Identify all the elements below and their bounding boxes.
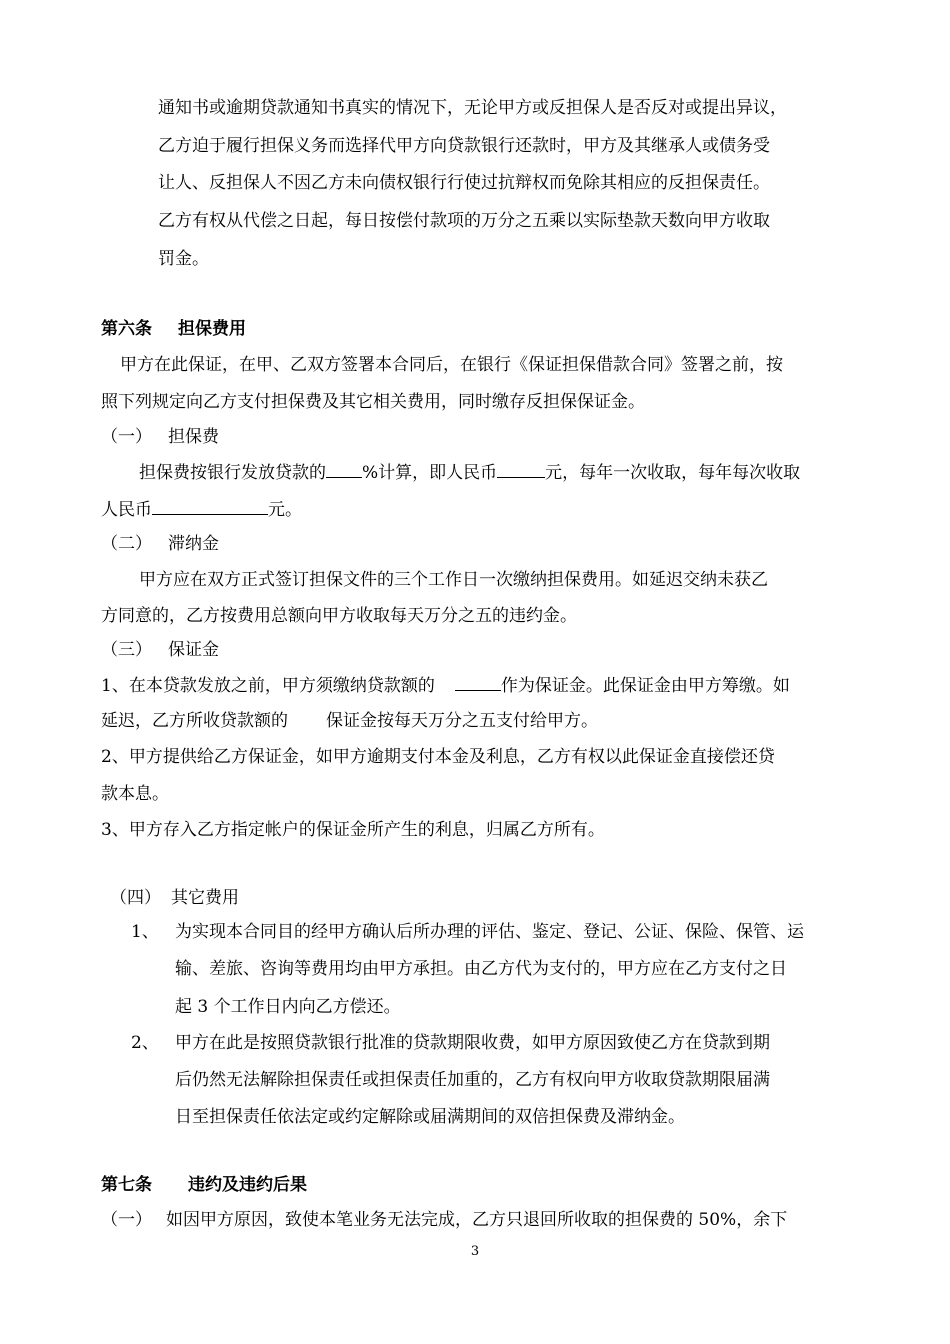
- section-number: （四）: [110, 888, 161, 908]
- section-late-fee-heading: [101, 532, 219, 556]
- other-fees-item-2-line: 日至担保责任依法定或约定解除或届满期间的双倍担保费及滞纳金。: [175, 1107, 685, 1127]
- section-guarantee-fee-heading: [101, 425, 219, 449]
- intro-line: 乙方迫于履行担保义务而选择代甲方向贷款银行还款时，甲方及其继承人或债务受: [158, 136, 770, 156]
- intro-line: 让人、反担保人不因乙方未向债权银行行使过抗辩权而免除其相应的反担保责任。: [158, 173, 770, 193]
- deposit-item-1-line: 1、在本贷款发放之前，甲方须缴纳贷款额的 作为保证金。此保证金由甲方筹缴。如: [101, 673, 790, 698]
- article-6-paragraph-line: 照下列规定向乙方支付担保费及其它相关费用，同时缴存反担保保证金。: [101, 392, 645, 412]
- guarantee-fee-line: 担保费按银行发放贷款的 %计算，即人民币 元，每年一次收取，每年每次收取: [139, 460, 800, 485]
- other-fees-item-number: 1、: [131, 922, 159, 942]
- amount-blank: [497, 460, 545, 478]
- page-number: 3: [470, 1244, 480, 1259]
- section-title: 担保费: [168, 427, 219, 447]
- section-other-fees-heading: [110, 886, 239, 910]
- article-6-number: 第六条: [101, 319, 152, 339]
- intro-line: 罚金。: [158, 249, 209, 269]
- section-number: （三）: [101, 640, 152, 660]
- section-title: 保证金: [168, 640, 219, 660]
- other-fees-item-1-line: 起 3 个工作日内向乙方偿还。: [175, 997, 401, 1017]
- other-fees-item-1-line: 输、差旅、咨询等费用均由甲方承担。由乙方代为支付的，甲方应在乙方支付之日: [175, 959, 787, 979]
- deposit-item-1-line: 延迟，乙方所收贷款额的 保证金按每天万分之五支付给甲方。: [101, 711, 598, 731]
- section-number: （二）: [101, 534, 152, 554]
- deposit-item-2-line: 2、甲方提供给乙方保证金，如甲方逾期支付本金及利息，乙方有权以此保证金直接偿还贷: [101, 747, 775, 767]
- section-deposit-heading: [101, 638, 219, 662]
- annual-amount-blank: [152, 497, 268, 515]
- section-title: 其它费用: [171, 888, 239, 908]
- deposit-item-2-line: 款本息。: [101, 784, 169, 804]
- other-fees-item-2-line: 后仍然无法解除担保责任或担保责任加重的，乙方有权向甲方收取贷款期限届满: [175, 1070, 770, 1090]
- rate-blank: [326, 460, 362, 478]
- article-6-heading: [101, 317, 246, 341]
- late-fee-line: 甲方应在双方正式签订担保文件的三个工作日一次缴纳担保费用。如延迟交纳未获乙: [139, 570, 768, 590]
- section-number: （一）: [101, 427, 152, 447]
- other-fees-item-2-line: 甲方在此是按照贷款银行批准的贷款期限收费，如甲方原因致使乙方在贷款到期: [175, 1033, 770, 1053]
- deposit-item-3-line: 3、甲方存入乙方指定帐户的保证金所产生的利息，归属乙方所有。: [101, 820, 605, 840]
- other-fees-item-1-line: 为实现本合同目的经甲方确认后所办理的评估、鉴定、登记、公证、保险、保管、运: [175, 922, 804, 942]
- other-fees-item-number: 2、: [131, 1033, 159, 1053]
- guarantee-fee-line: 人民币 元。: [101, 497, 302, 522]
- article-7-section-1-line: （一） 如因甲方原因，致使本笔业务无法完成，乙方只退回所收取的担保费的 50%，余下: [101, 1210, 788, 1230]
- late-fee-line: 方同意的，乙方按费用总额向甲方收取每天万分之五的违约金。: [101, 606, 577, 626]
- deposit-ratio-blank: [455, 673, 501, 691]
- section-title: 滞纳金: [168, 534, 219, 554]
- article-6-paragraph-line: 甲方在此保证，在甲、乙双方签署本合同后，在银行《保证担保借款合同》签署之前，按: [120, 355, 783, 375]
- article-7-number: 第七条: [101, 1175, 152, 1195]
- intro-line: 通知书或逾期贷款通知书真实的情况下，无论甲方或反担保人是否反对或提出异议，: [158, 98, 787, 118]
- intro-line: 乙方有权从代偿之日起，每日按偿付款项的万分之五乘以实际垫款天数向甲方收取: [158, 211, 770, 231]
- article-7-title: 违约及违约后果: [188, 1175, 307, 1195]
- section-number: （一）: [101, 1210, 152, 1230]
- article-6-title: 担保费用: [178, 319, 246, 339]
- article-7-heading: [101, 1173, 307, 1197]
